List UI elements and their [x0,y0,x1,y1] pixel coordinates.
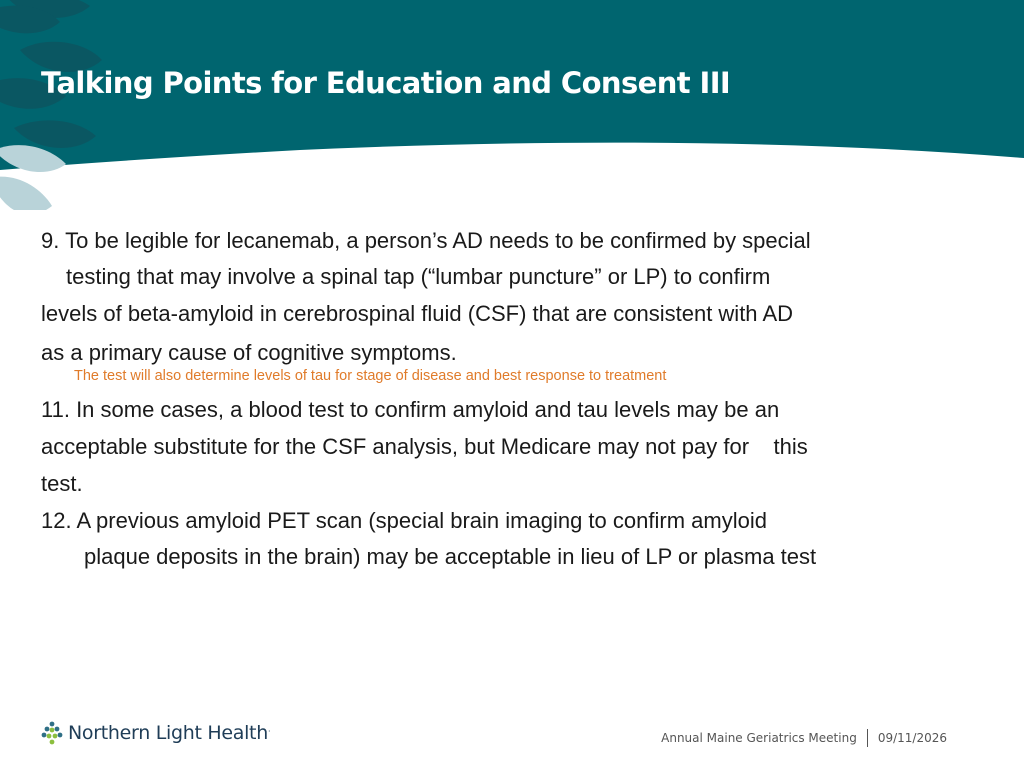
logo-name: Northern Light Health [68,722,268,744]
item-11-line-3: test. [41,471,83,496]
item-11-line-2: acceptable substitute for the CSF analysis, but Medicare may not pay for this [41,434,808,459]
item-12-line-2: plaque deposits in the brain) may be acceptable in lieu of LP or plasma test [84,544,817,569]
logo-mark: . [267,724,271,734]
logo-text [68,722,270,744]
footer-date: 09/11/2026 [877,731,947,745]
item-9-line-4: as a primary cause of cognitive symptoms. [41,340,457,365]
pinecone-icon [41,721,63,745]
item-11-line-1: 11. In some cases, a blood test to confirm amyloid and tau levels may be an [41,397,780,422]
leaf-light-2 [0,177,52,210]
footer-divider [867,729,868,747]
footer-event: Annual Maine Geriatrics Meeting [661,731,857,745]
orange-note: The test will also determine levels of tau for stage of disease and best response to treatment [74,368,667,384]
item-9-line-2: testing that may involve a spinal tap (“lumbar puncture” or LP) to confirm [66,264,771,289]
slide-title: Talking Points for Education and Consent III [41,66,731,100]
item-9-line-1: 9. To be legible for lecanemab, a person’s AD needs to be confirmed by special [41,228,811,253]
item-9-line-3: levels of beta-amyloid in cerebrospinal fluid (CSF) that are consistent with AD [41,301,794,326]
item-12-line-1: 12. A previous amyloid PET scan (special brain imaging to confirm amyloid [41,508,767,533]
footer [661,729,947,747]
header-banner [0,0,1024,210]
northern-light-logo [41,721,270,745]
